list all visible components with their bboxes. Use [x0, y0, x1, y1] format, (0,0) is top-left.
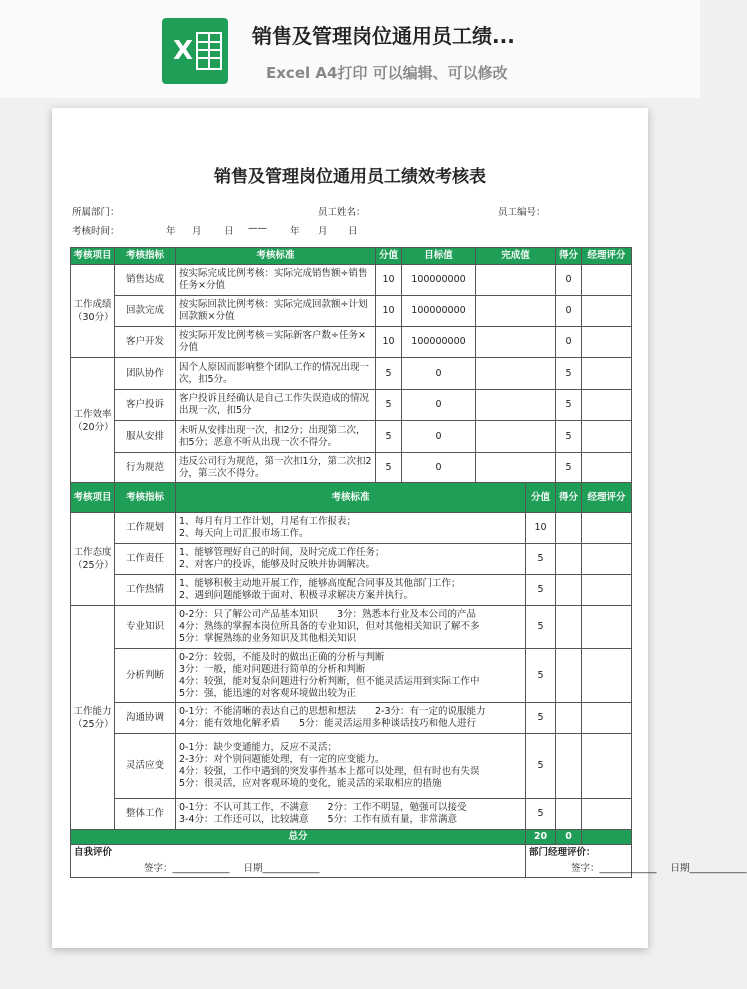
got-cell: 0 — [556, 296, 582, 327]
indicator-cell: 团队协作 — [115, 358, 176, 390]
sign-blank: ____________ — [172, 863, 230, 874]
got-cell: 5 — [556, 421, 582, 453]
indicator-cell: 整体工作 — [115, 799, 176, 830]
score-table-1 — [70, 247, 632, 484]
target-cell: 100000000 — [402, 327, 476, 358]
total-score: 20 — [526, 830, 556, 845]
table-row — [71, 453, 632, 484]
target-cell: 0 — [402, 390, 476, 421]
criteria-cell: 按实际完成比例考核：实际完成销售额÷销售任务×分值 — [176, 265, 376, 296]
score-cell: 5 — [376, 390, 402, 421]
criteria-cell: 0-1分：缺少变通能力，反应不灵活； 2-3分：对个别问题能处理，有一定的应变能力。 4分：较强，工作中遇到的突发事件基本上都可以处理，但有时也有失误 5分：很灵活，应对客观环境的变化，能灵活的采取相应的措施 — [176, 734, 526, 799]
criteria-cell: 客户投诉且经确认是自己工作失误造成的情况出现一次，扣5分 — [176, 390, 376, 421]
table-row — [71, 296, 632, 327]
mgr-cell — [582, 799, 632, 830]
score-cell: 5 — [526, 606, 556, 649]
score-cell: 10 — [376, 296, 402, 327]
banner — [0, 0, 700, 98]
mgr-eval-cell — [526, 845, 747, 878]
criteria-cell: 未听从安排出现一次，扣2分；出现第二次，扣5分；恶意不听从出现一次不得分。 — [176, 421, 376, 453]
target-cell: 0 — [402, 453, 476, 484]
criteria-cell: 0-1分：不认可其工作，不满意 2分：工作不明显，勉强可以接受 3-4分：工作还可以，比较满意 5分：工作有质有量，非常满意 — [176, 799, 526, 830]
indicator-cell: 分析判断 — [115, 649, 176, 703]
target-cell: 0 — [402, 358, 476, 390]
got-cell — [556, 544, 582, 575]
document-subtitle: Excel A4打印 可以编辑、可以修改 — [266, 64, 508, 82]
criteria-cell: 违反公司行为规范，第一次扣1分，第二次扣2分，第三次不得分。 — [176, 453, 376, 484]
mgr-cell — [582, 453, 632, 484]
period-day1: 日 — [224, 226, 234, 237]
column-header: 考核标准 — [176, 248, 376, 265]
date-label: 日期 — [243, 863, 263, 874]
table-row — [71, 358, 632, 390]
self-eval-label: 自我评价 — [74, 847, 113, 858]
table-row — [71, 575, 632, 606]
mgr-cell — [582, 575, 632, 606]
got-cell — [556, 649, 582, 703]
period-dash: —— — [248, 223, 267, 234]
criteria-cell: 因个人原因而影响整个团队工作的情况出现一次，扣5分。 — [176, 358, 376, 390]
mgr-cell — [582, 734, 632, 799]
criteria-cell: 0-2分：较弱，不能及时的做出正确的分析与判断 3分：一般，能对问题进行简单的分析和判断 4分：较强，能对复杂问题进行分析判断，但不能灵活运用到实际工作中 5分：强，能迅速的对客观环境做出较为正 — [176, 649, 526, 703]
score-cell: 5 — [376, 453, 402, 484]
column-header: 目标值 — [402, 248, 476, 265]
table-row — [71, 606, 632, 649]
column-header: 分值 — [526, 483, 556, 513]
mgr-cell — [582, 606, 632, 649]
grid-icon — [196, 32, 222, 70]
column-header: 得分 — [556, 483, 582, 513]
sign-label: 签字： — [571, 863, 600, 874]
done-cell — [476, 453, 556, 484]
target-cell: 100000000 — [402, 296, 476, 327]
period-month2: 月 — [318, 226, 328, 237]
mgr-cell — [582, 544, 632, 575]
indicator-cell: 灵活应变 — [115, 734, 176, 799]
total-mgr — [582, 830, 632, 845]
period-month1: 月 — [192, 226, 202, 237]
period-label: 考核时间： — [72, 226, 120, 237]
category-cell: 工作效率（20分） — [71, 358, 115, 484]
got-cell — [556, 606, 582, 649]
table-row — [71, 703, 632, 734]
column-header: 考核标准 — [176, 483, 526, 513]
indicator-cell: 行为规范 — [115, 453, 176, 484]
indicator-cell: 客户投诉 — [115, 390, 176, 421]
column-header: 完成值 — [476, 248, 556, 265]
footer-row — [71, 845, 632, 878]
score-cell: 5 — [526, 544, 556, 575]
signature-line — [74, 863, 522, 875]
column-header: 考核指标 — [115, 248, 176, 265]
table-row — [71, 390, 632, 421]
sheet-title: 销售及管理岗位通用员工绩效考核表 — [214, 167, 486, 187]
self-eval-cell — [71, 845, 526, 878]
column-header: 经理评分 — [582, 483, 632, 513]
score-cell: 5 — [376, 358, 402, 390]
got-cell: 5 — [556, 390, 582, 421]
period-day2: 日 — [348, 226, 358, 237]
excel-icon — [162, 18, 228, 84]
table-row — [71, 421, 632, 453]
name-label: 员工姓名： — [318, 207, 366, 218]
done-cell — [476, 296, 556, 327]
column-header: 得分 — [556, 248, 582, 265]
mgr-cell — [582, 296, 632, 327]
total-row — [71, 830, 632, 845]
got-cell — [556, 703, 582, 734]
done-cell — [476, 327, 556, 358]
mgr-cell — [582, 649, 632, 703]
done-cell — [476, 265, 556, 296]
criteria-cell: 1、每月有月工作计划，月尾有工作报表； 2、每天向上司汇报市场工作。 — [176, 513, 526, 544]
mgr-cell — [582, 358, 632, 390]
score-cell: 5 — [376, 421, 402, 453]
got-cell: 0 — [556, 265, 582, 296]
criteria-cell: 1、能够积极主动地开展工作，能够高度配合同事及其他部门工作； 2、遇到问题能够敢于面对、积极寻求解决方案并执行。 — [176, 575, 526, 606]
criteria-cell: 0-2分：只了解公司产品基本知识 3分：熟悉本行业及本公司的产品 4分：熟练的掌握本岗位所具备的专业知识，但对其他相关知识了解不多 5分：掌握熟练的业务知识及其他相关知识 — [176, 606, 526, 649]
score-cell: 5 — [526, 799, 556, 830]
table-row — [71, 734, 632, 799]
mgr-cell — [582, 703, 632, 734]
criteria-cell: 1、能够管理好自己的时间，及时完成工作任务； 2、对客户的投诉，能够及时反映并协调解决。 — [176, 544, 526, 575]
header-row — [71, 248, 632, 265]
criteria-cell: 按实际回款比例考核：实际完成回款额÷计划回款额×分值 — [176, 296, 376, 327]
criteria-cell: 0-1分：不能清晰的表达自己的思想和想法 2-3分：有一定的说服能力 4分：能有效地化解矛盾 5分：能灵活运用多种谈话技巧和他人进行 — [176, 703, 526, 734]
column-header: 考核指标 — [115, 483, 176, 513]
mgr-cell — [582, 265, 632, 296]
target-cell: 0 — [402, 421, 476, 453]
category-cell: 工作能力（25分） — [71, 606, 115, 830]
got-cell: 5 — [556, 358, 582, 390]
period-year1: 年 — [166, 226, 176, 237]
score-cell: 10 — [376, 265, 402, 296]
dept-label: 所属部门： — [72, 207, 120, 218]
category-cell: 工作成绩（30分） — [71, 265, 115, 358]
empno-label: 员工编号： — [498, 207, 546, 218]
got-cell — [556, 734, 582, 799]
done-cell — [476, 358, 556, 390]
indicator-cell: 专业知识 — [115, 606, 176, 649]
done-cell — [476, 421, 556, 453]
column-header: 考核项目 — [71, 248, 115, 265]
done-cell — [476, 390, 556, 421]
got-cell: 0 — [556, 327, 582, 358]
table-row — [71, 265, 632, 296]
mgr-eval-label: 部门经理评价： — [529, 847, 596, 858]
sheet-page — [52, 108, 747, 948]
indicator-cell: 沟通协调 — [115, 703, 176, 734]
score-cell: 5 — [526, 575, 556, 606]
sign-label: 签字： — [144, 863, 173, 874]
total-label: 总分 — [71, 830, 526, 845]
date-label: 日期 — [670, 863, 690, 874]
indicator-cell: 销售达成 — [115, 265, 176, 296]
period-year2: 年 — [290, 226, 300, 237]
indicator-cell: 工作热情 — [115, 575, 176, 606]
document-title: 销售及管理岗位通用员工绩... — [252, 24, 515, 48]
category-cell: 工作态度（25分） — [71, 513, 115, 606]
got-cell — [556, 575, 582, 606]
table-row — [71, 649, 632, 703]
score-cell: 10 — [376, 327, 402, 358]
sign-blank: ____________ — [599, 863, 657, 874]
mgr-cell — [582, 421, 632, 453]
table-row — [71, 544, 632, 575]
mgr-cell — [582, 390, 632, 421]
score-cell: 5 — [526, 649, 556, 703]
indicator-cell: 工作规划 — [115, 513, 176, 544]
date-blank: ____________ — [689, 863, 747, 874]
table-row — [71, 799, 632, 830]
got-cell — [556, 513, 582, 544]
score-table-2 — [70, 482, 747, 878]
signature-line — [529, 863, 747, 875]
total-got: 0 — [556, 830, 582, 845]
header-row — [71, 483, 632, 513]
criteria-cell: 按实际开发比例考核＝实际新客户数÷任务×分值 — [176, 327, 376, 358]
score-cell: 5 — [526, 734, 556, 799]
score-cell: 10 — [526, 513, 556, 544]
table-row — [71, 327, 632, 358]
got-cell: 5 — [556, 453, 582, 484]
indicator-cell: 服从安排 — [115, 421, 176, 453]
target-cell: 100000000 — [402, 265, 476, 296]
excel-letter: X — [172, 36, 194, 66]
column-header: 经理评分 — [582, 248, 632, 265]
mgr-cell — [582, 327, 632, 358]
mgr-cell — [582, 513, 632, 544]
date-blank: ____________ — [262, 863, 320, 874]
indicator-cell: 客户开发 — [115, 327, 176, 358]
column-header: 分值 — [376, 248, 402, 265]
indicator-cell: 回款完成 — [115, 296, 176, 327]
got-cell — [556, 799, 582, 830]
score-cell: 5 — [526, 703, 556, 734]
indicator-cell: 工作责任 — [115, 544, 176, 575]
column-header: 考核项目 — [71, 483, 115, 513]
table-row — [71, 513, 632, 544]
